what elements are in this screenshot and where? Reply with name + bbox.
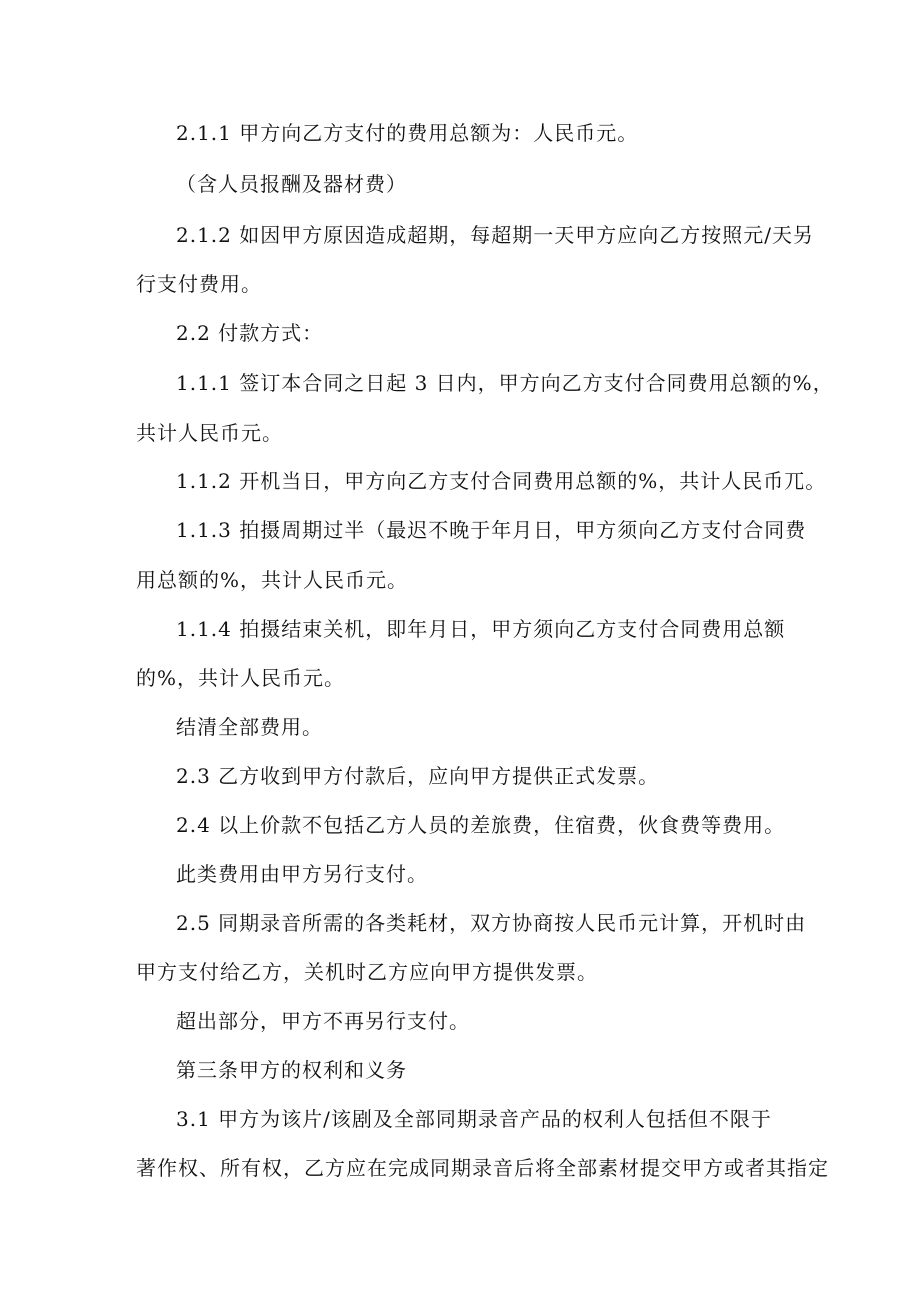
clause-1-1-4-cont: 的%，共计人民币元。 xyxy=(136,666,346,690)
clause-1-1-4: 1.1.4 拍摄结束关机，即年月日，甲方须向乙方支付合同费用总额 xyxy=(176,617,786,641)
clause-2-4: 2.4 以上价款不包括乙方人员的差旅费，住宿费，伙食费等费用。 xyxy=(176,813,786,837)
clause-2-5-note: 超出部分，甲方不再另行支付。 xyxy=(176,1009,470,1033)
clause-2-1-1: 2.1.1 甲方向乙方支付的费用总额为：人民币元。 xyxy=(176,121,639,145)
clause-2-4-note: 此类费用由甲方另行支付。 xyxy=(176,862,428,886)
clause-3-1: 3.1 甲方为该片/该剧及全部同期录音产品的权利人包括但不限于 xyxy=(176,1107,772,1131)
clause-2-1-2-cont: 行支付费用。 xyxy=(136,272,262,296)
clause-2-1-1-note: （含人员报酬及器材费） xyxy=(176,172,407,196)
clause-1-1-1: 1.1.1 签订本合同之日起 3 日内，甲方向乙方支付合同费用总额的%， xyxy=(176,371,834,395)
clause-1-1-1-cont: 共计人民币元。 xyxy=(136,421,283,445)
clause-2-2: 2.2 付款方式： xyxy=(176,321,324,345)
clause-2-1-2: 2.1.2 如因甲方原因造成超期，每超期一天甲方应向乙方按照元/天另 xyxy=(176,223,814,247)
clause-1-1-3: 1.1.3 拍摄周期过半（最迟不晚于年月日，甲方须向乙方支付合同费 xyxy=(176,518,807,542)
clause-2-3: 2.3 乙方收到甲方付款后，应向甲方提供正式发票。 xyxy=(176,764,660,788)
clause-2-5: 2.5 同期录音所需的各类耗材，双方协商按人民币元计算，开机时由 xyxy=(176,911,807,935)
clause-3-1-cont: 著作权、所有权，乙方应在完成同期录音后将全部素材提交甲方或者其指定 xyxy=(136,1156,829,1180)
clause-1-1-3-cont: 用总额的%，共计人民币元。 xyxy=(136,568,409,592)
settle-all-fees: 结清全部费用。 xyxy=(176,715,323,739)
clause-1-1-2: 1.1.2 开机当日，甲方向乙方支付合同费用总额的%，共计人民币兀。 xyxy=(176,469,827,493)
article-3-heading: 第三条甲方的权利和义务 xyxy=(176,1058,407,1082)
clause-2-5-cont: 甲方支付给乙方，关机时乙方应向甲方提供发票。 xyxy=(136,960,598,984)
